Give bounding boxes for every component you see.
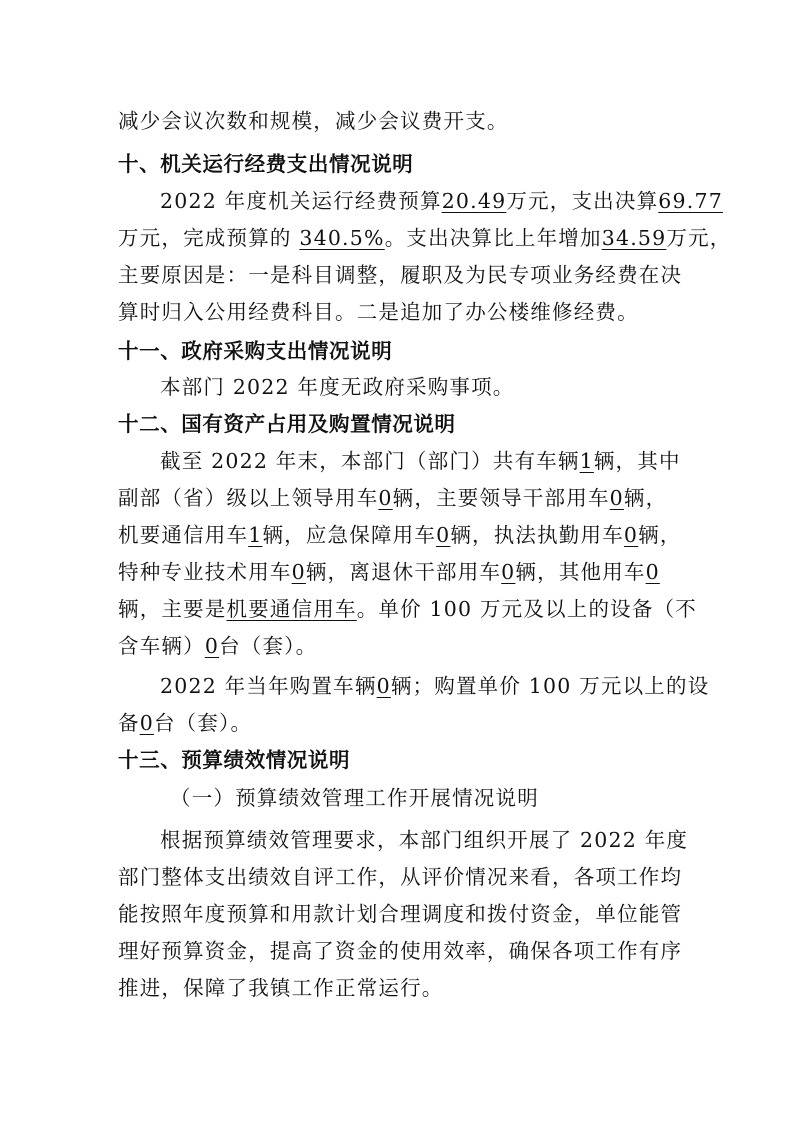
subsection-heading: （一）预算绩效管理工作开展情况说明 bbox=[170, 786, 539, 810]
increase-value: 34.59 bbox=[601, 226, 667, 250]
budget-value: 20.49 bbox=[441, 189, 507, 213]
vehicle-count: 0 bbox=[378, 486, 393, 510]
text-run: 辆， bbox=[638, 523, 682, 547]
paragraph-line bbox=[118, 517, 682, 554]
text-run: 含车辆） bbox=[118, 634, 205, 658]
section-heading-11: 十一、政府采购支出情况说明 bbox=[118, 339, 393, 363]
equipment-count: 0 bbox=[204, 634, 220, 658]
paragraph-line bbox=[118, 554, 678, 591]
paragraph-line bbox=[118, 480, 678, 517]
paragraph-line bbox=[118, 220, 732, 257]
text-run: 万元，完成预算的 bbox=[118, 226, 300, 250]
section-heading-10: 十、机关运行经费支出情况说明 bbox=[118, 152, 414, 176]
actual-value: 69.77 bbox=[658, 189, 723, 213]
paragraph-line: 理好预算资金，提高了资金的使用效率，确保各项工作有序 bbox=[118, 939, 683, 963]
paragraph-line: 算时归入公用经费科目。二是追加了办公楼维修经费。 bbox=[118, 300, 639, 324]
paragraph-line bbox=[118, 103, 678, 140]
section-heading-12: 十二、国有资产占用及购置情况说明 bbox=[118, 412, 456, 436]
text-run: 2022 年当年购置车辆 bbox=[160, 674, 377, 698]
text-run: 台（套）。 bbox=[153, 711, 253, 735]
equipment-count: 0 bbox=[139, 711, 154, 735]
text-run: 机要通信用车 bbox=[118, 523, 249, 547]
paragraph-line bbox=[160, 183, 723, 220]
text-run: 万元，支出决算 bbox=[506, 189, 659, 213]
text-run: 辆；购置单价 100 万元以上的设 bbox=[390, 674, 710, 698]
text-run: 辆， bbox=[623, 486, 668, 510]
paragraph-line bbox=[118, 591, 697, 628]
vehicle-count: 1 bbox=[248, 523, 263, 547]
paragraph-line bbox=[160, 443, 680, 480]
text-run: 减少会议次数和规模，减少会议费开支。 bbox=[118, 109, 509, 133]
vehicle-count: 0 bbox=[609, 486, 624, 510]
vehicle-count: 0 bbox=[623, 523, 639, 547]
text-run: 特种专业技术用车 bbox=[118, 560, 292, 584]
section-heading-13: 十三、预算绩效情况说明 bbox=[118, 748, 351, 772]
paragraph-line: 本部门 2022 年度无政府采购事项。 bbox=[160, 375, 515, 399]
text-run: 辆，应急保障用车 bbox=[262, 523, 437, 547]
paragraph-line: 部门整体支出绩效自评工作，从评价情况来看，各项工作均 bbox=[118, 865, 683, 889]
paragraph-line: 主要原因是：一是科目调整，履职及为民专项业务经费在决 bbox=[118, 263, 683, 287]
text-run: 备 bbox=[118, 711, 140, 735]
vehicle-count: 0 bbox=[501, 560, 516, 584]
text-run: 辆，主要领导干部用车 bbox=[392, 486, 610, 510]
text-run: 台（套）。 bbox=[219, 634, 318, 658]
text-run: 副部（省）级以上领导用车 bbox=[118, 486, 379, 510]
vehicle-count: 0 bbox=[376, 674, 391, 698]
paragraph-line bbox=[118, 628, 678, 665]
paragraph-line: 根据预算绩效管理要求，本部门组织开展了 2022 年度 bbox=[160, 828, 689, 852]
completion-rate: 340.5% bbox=[299, 226, 385, 250]
text-run: 万元， bbox=[666, 226, 732, 250]
vehicle-count: 0 bbox=[645, 560, 660, 584]
paragraph-line: 能按照年度预算和用款计划合理调度和拨付资金，单位能管 bbox=[118, 902, 683, 926]
text-run: 辆，其他用车 bbox=[515, 560, 646, 584]
text-run: 辆，主要是 bbox=[118, 597, 227, 621]
text-run: 2022 年度机关运行经费预算 bbox=[160, 189, 442, 213]
paragraph-line: 推进，保障了我镇工作正常运行。 bbox=[118, 976, 444, 1000]
text-run: 辆，其中 bbox=[593, 449, 681, 473]
text-run: 辆，执法执勤用车 bbox=[450, 523, 624, 547]
text-run: 截至 2022 年末，本部门（部门）共有车辆 bbox=[160, 449, 580, 473]
vehicle-count: 1 bbox=[579, 449, 594, 473]
text-run: 。支出决算比上年增加 bbox=[384, 226, 602, 250]
paragraph-line bbox=[160, 668, 710, 705]
text-run: 辆，离退休干部用车 bbox=[305, 560, 502, 584]
paragraph-line bbox=[118, 705, 678, 742]
vehicle-count: 0 bbox=[291, 560, 306, 584]
text-run: 。单价 100 万元及以上的设备（不 bbox=[356, 597, 697, 621]
vehicle-count: 0 bbox=[436, 523, 451, 547]
vehicle-type: 机要通信用车 bbox=[226, 597, 357, 621]
